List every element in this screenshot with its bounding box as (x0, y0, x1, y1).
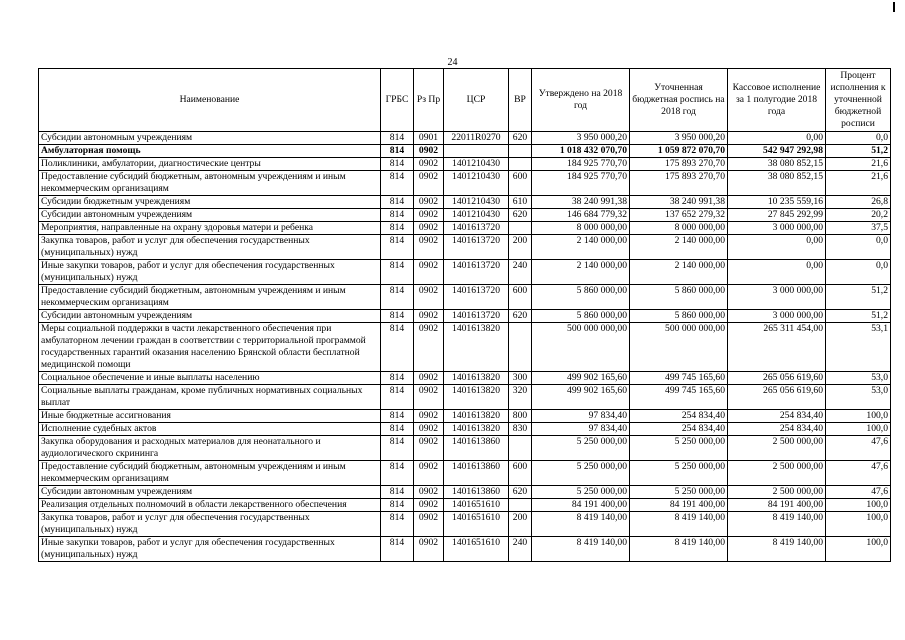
cell-name: Закупка товаров, работ и услуг для обеспечения государственных (муниципальных) нужд (39, 512, 381, 537)
cell-revised: 5 250 000,00 (630, 486, 728, 499)
cell-rzpr: 0902 (414, 372, 444, 385)
header-rzpr: Рз Пр (414, 69, 444, 132)
cell-vr (509, 145, 532, 158)
cell-revised: 5 250 000,00 (630, 461, 728, 486)
cell-csr: 1401613820 (444, 385, 509, 410)
table-row (39, 235, 891, 260)
cell-vr: 620 (509, 209, 532, 222)
header-revised: Уточненная бюджетная роспись на 2018 год (630, 69, 728, 132)
cell-grbs: 814 (381, 196, 414, 209)
cell-percent: 53,0 (826, 372, 891, 385)
table-row (39, 145, 891, 158)
cell-name: Предоставление субсидий бюджетным, автономным учреждениям и иным некоммерческим организациям (39, 171, 381, 196)
cell-name: Реализация отдельных полномочий в области лекарственного обеспечения (39, 499, 381, 512)
cell-grbs: 814 (381, 171, 414, 196)
cell-executed: 265 056 619,60 (728, 372, 826, 385)
table-row (39, 310, 891, 323)
cell-grbs: 814 (381, 260, 414, 285)
header-approved: Утверждено на 2018 год (532, 69, 630, 132)
cell-rzpr: 0902 (414, 537, 444, 562)
cell-executed: 265 311 454,00 (728, 323, 826, 372)
cell-rzpr: 0902 (414, 235, 444, 260)
cell-name: Закупка оборудования и расходных материалов для неонатального и аудиологического скрининга (39, 436, 381, 461)
cell-csr: 1401613860 (444, 436, 509, 461)
cell-executed: 2 500 000,00 (728, 461, 826, 486)
cell-executed: 265 056 619,60 (728, 385, 826, 410)
cell-revised: 137 652 279,32 (630, 209, 728, 222)
cell-grbs: 814 (381, 158, 414, 171)
cell-approved: 499 902 165,60 (532, 372, 630, 385)
cell-csr: 1401613860 (444, 461, 509, 486)
cell-name: Предоставление субсидий бюджетным, автономным учреждениям и иным некоммерческим организациям (39, 461, 381, 486)
table-row (39, 423, 891, 436)
cell-name: Социальные выплаты гражданам, кроме публичных нормативных социальных выплат (39, 385, 381, 410)
cell-executed: 254 834,40 (728, 423, 826, 436)
cell-rzpr: 0902 (414, 158, 444, 171)
cell-revised: 254 834,40 (630, 423, 728, 436)
cell-vr (509, 499, 532, 512)
cell-vr: 200 (509, 512, 532, 537)
cell-approved: 5 250 000,00 (532, 461, 630, 486)
cell-executed: 38 080 852,15 (728, 158, 826, 171)
cell-grbs: 814 (381, 222, 414, 235)
cell-percent: 0,0 (826, 235, 891, 260)
cell-rzpr: 0902 (414, 285, 444, 310)
cell-csr: 1401613820 (444, 372, 509, 385)
cell-grbs: 814 (381, 132, 414, 145)
cell-approved: 184 925 770,70 (532, 158, 630, 171)
cell-grbs: 814 (381, 209, 414, 222)
table-row (39, 323, 891, 372)
cell-vr: 240 (509, 537, 532, 562)
table-row (39, 196, 891, 209)
cell-grbs: 814 (381, 410, 414, 423)
table-row (39, 537, 891, 562)
cell-name: Субсидии автономным учреждениям (39, 486, 381, 499)
cell-vr: 600 (509, 171, 532, 196)
cell-approved: 84 191 400,00 (532, 499, 630, 512)
cell-csr: 1401651610 (444, 512, 509, 537)
header-csr: ЦСР (444, 69, 509, 132)
cell-percent: 51,2 (826, 145, 891, 158)
cell-vr: 300 (509, 372, 532, 385)
cell-revised: 8 000 000,00 (630, 222, 728, 235)
table-row (39, 132, 891, 145)
cell-name: Мероприятия, направленные на охрану здоровья матери и ребенка (39, 222, 381, 235)
header-row (39, 69, 891, 132)
cell-approved: 3 950 000,20 (532, 132, 630, 145)
cell-approved: 97 834,40 (532, 423, 630, 436)
cell-executed: 84 191 400,00 (728, 499, 826, 512)
cell-percent: 0,0 (826, 260, 891, 285)
cell-name: Иные закупки товаров, работ и услуг для обеспечения государственных (муниципальных) нужд (39, 260, 381, 285)
cell-csr: 1401210430 (444, 196, 509, 209)
cell-revised: 499 745 165,60 (630, 372, 728, 385)
cell-grbs: 814 (381, 486, 414, 499)
cell-rzpr: 0902 (414, 222, 444, 235)
cell-executed: 0,00 (728, 235, 826, 260)
cell-csr: 1401613720 (444, 310, 509, 323)
cell-rzpr: 0902 (414, 512, 444, 537)
cell-name: Амбулаторная помощь (39, 145, 381, 158)
cell-vr (509, 158, 532, 171)
cell-rzpr: 0902 (414, 410, 444, 423)
cell-executed: 542 947 292,98 (728, 145, 826, 158)
cell-executed: 10 235 559,16 (728, 196, 826, 209)
cell-revised: 254 834,40 (630, 410, 728, 423)
cell-grbs: 814 (381, 499, 414, 512)
cell-approved: 8 000 000,00 (532, 222, 630, 235)
cell-approved: 500 000 000,00 (532, 323, 630, 372)
cell-rzpr: 0901 (414, 132, 444, 145)
cell-name: Поликлиники, амбулатории, диагностические центры (39, 158, 381, 171)
cell-rzpr: 0902 (414, 436, 444, 461)
cell-name: Субсидии автономным учреждениям (39, 209, 381, 222)
cell-name: Субсидии автономным учреждениям (39, 310, 381, 323)
cell-revised: 175 893 270,70 (630, 158, 728, 171)
cell-executed: 254 834,40 (728, 410, 826, 423)
cell-revised: 175 893 270,70 (630, 171, 728, 196)
cell-rzpr: 0902 (414, 196, 444, 209)
cell-approved: 1 018 432 070,70 (532, 145, 630, 158)
cell-executed: 2 500 000,00 (728, 486, 826, 499)
cell-grbs: 814 (381, 512, 414, 537)
cell-revised: 5 860 000,00 (630, 285, 728, 310)
cell-approved: 5 860 000,00 (532, 285, 630, 310)
cell-rzpr: 0902 (414, 310, 444, 323)
header-vr: ВР (509, 69, 532, 132)
cell-approved: 184 925 770,70 (532, 171, 630, 196)
cell-csr: 1401613720 (444, 222, 509, 235)
cell-percent: 26,8 (826, 196, 891, 209)
cell-revised: 500 000 000,00 (630, 323, 728, 372)
table-row (39, 372, 891, 385)
cell-revised: 84 191 400,00 (630, 499, 728, 512)
cell-csr: 1401613720 (444, 285, 509, 310)
cell-percent: 37,5 (826, 222, 891, 235)
cell-percent: 53,0 (826, 385, 891, 410)
cell-rzpr: 0902 (414, 260, 444, 285)
page-edge-mark (893, 2, 895, 12)
cell-revised: 2 140 000,00 (630, 260, 728, 285)
cell-vr: 320 (509, 385, 532, 410)
cell-csr: 1401613860 (444, 486, 509, 499)
cell-approved: 38 240 991,38 (532, 196, 630, 209)
cell-grbs: 814 (381, 461, 414, 486)
cell-percent: 51,2 (826, 310, 891, 323)
cell-grbs: 814 (381, 537, 414, 562)
cell-executed: 0,00 (728, 260, 826, 285)
cell-executed: 3 000 000,00 (728, 310, 826, 323)
table-row (39, 486, 891, 499)
cell-revised: 1 059 872 070,70 (630, 145, 728, 158)
cell-rzpr: 0902 (414, 323, 444, 372)
cell-approved: 97 834,40 (532, 410, 630, 423)
table-header (39, 69, 891, 132)
table-row (39, 461, 891, 486)
cell-csr: 1401210430 (444, 209, 509, 222)
cell-approved: 2 140 000,00 (532, 260, 630, 285)
cell-revised: 38 240 991,38 (630, 196, 728, 209)
cell-vr: 600 (509, 461, 532, 486)
cell-csr: 1401210430 (444, 158, 509, 171)
cell-revised: 8 419 140,00 (630, 537, 728, 562)
cell-name: Предоставление субсидий бюджетным, автономным учреждениям и иным некоммерческим организациям (39, 285, 381, 310)
cell-percent: 100,0 (826, 537, 891, 562)
cell-revised: 3 950 000,20 (630, 132, 728, 145)
table-body (39, 132, 891, 562)
cell-rzpr: 0902 (414, 461, 444, 486)
cell-revised: 2 140 000,00 (630, 235, 728, 260)
table-row (39, 285, 891, 310)
cell-percent: 0,0 (826, 132, 891, 145)
table-row (39, 385, 891, 410)
cell-vr: 620 (509, 486, 532, 499)
cell-vr (509, 222, 532, 235)
cell-name: Меры социальной поддержки в части лекарственного обеспечения при амбулаторном лечении граждан в соответствии с территориальной программой государственных гарантий оказания населению Брянской области бесплатной медицинской помощи (39, 323, 381, 372)
cell-grbs: 814 (381, 436, 414, 461)
header-grbs: ГРБС (381, 69, 414, 132)
cell-percent: 47,6 (826, 436, 891, 461)
cell-name: Субсидии автономным учреждениям (39, 132, 381, 145)
cell-vr (509, 323, 532, 372)
cell-executed: 8 419 140,00 (728, 537, 826, 562)
cell-csr: 1401613720 (444, 235, 509, 260)
header-percent: Процент исполнения к уточненной бюджетной росписи (826, 69, 891, 132)
cell-executed: 3 000 000,00 (728, 222, 826, 235)
cell-approved: 499 902 165,60 (532, 385, 630, 410)
table-row (39, 260, 891, 285)
cell-approved: 5 250 000,00 (532, 486, 630, 499)
cell-grbs: 814 (381, 323, 414, 372)
cell-revised: 499 745 165,60 (630, 385, 728, 410)
header-executed: Кассовое исполнение за 1 полугодие 2018 года (728, 69, 826, 132)
budget-table (38, 68, 891, 562)
cell-percent: 20,2 (826, 209, 891, 222)
cell-grbs: 814 (381, 145, 414, 158)
cell-csr: 1401651610 (444, 537, 509, 562)
cell-grbs: 814 (381, 372, 414, 385)
cell-vr: 600 (509, 285, 532, 310)
cell-percent: 100,0 (826, 512, 891, 537)
cell-executed: 3 000 000,00 (728, 285, 826, 310)
header-name: Наименование (39, 69, 381, 132)
cell-rzpr: 0902 (414, 385, 444, 410)
cell-grbs: 814 (381, 385, 414, 410)
cell-grbs: 814 (381, 423, 414, 436)
cell-percent: 21,6 (826, 158, 891, 171)
cell-name: Иные закупки товаров, работ и услуг для обеспечения государственных (муниципальных) нужд (39, 537, 381, 562)
cell-executed: 2 500 000,00 (728, 436, 826, 461)
cell-csr: 1401613820 (444, 410, 509, 423)
cell-approved: 8 419 140,00 (532, 512, 630, 537)
cell-vr: 240 (509, 260, 532, 285)
cell-vr: 610 (509, 196, 532, 209)
cell-approved: 8 419 140,00 (532, 537, 630, 562)
page-number: 24 (447, 57, 458, 68)
table-row (39, 222, 891, 235)
cell-name: Исполнение судебных актов (39, 423, 381, 436)
cell-approved: 5 860 000,00 (532, 310, 630, 323)
cell-vr: 830 (509, 423, 532, 436)
table-row (39, 512, 891, 537)
table-row (39, 499, 891, 512)
cell-percent: 100,0 (826, 499, 891, 512)
cell-grbs: 814 (381, 235, 414, 260)
cell-rzpr: 0902 (414, 486, 444, 499)
cell-name: Закупка товаров, работ и услуг для обеспечения государственных (муниципальных) нужд (39, 235, 381, 260)
table-row (39, 410, 891, 423)
cell-csr: 1401210430 (444, 171, 509, 196)
cell-grbs: 814 (381, 285, 414, 310)
cell-vr: 800 (509, 410, 532, 423)
cell-percent: 47,6 (826, 486, 891, 499)
cell-executed: 0,00 (728, 132, 826, 145)
cell-name: Субсидии бюджетным учреждениям (39, 196, 381, 209)
cell-executed: 38 080 852,15 (728, 171, 826, 196)
cell-csr: 1401613820 (444, 323, 509, 372)
cell-percent: 100,0 (826, 423, 891, 436)
cell-csr (444, 145, 509, 158)
cell-vr (509, 436, 532, 461)
cell-executed: 8 419 140,00 (728, 512, 826, 537)
cell-executed: 27 845 292,99 (728, 209, 826, 222)
cell-rzpr: 0902 (414, 145, 444, 158)
table-row (39, 171, 891, 196)
cell-name: Иные бюджетные ассигнования (39, 410, 381, 423)
cell-csr: 1401613820 (444, 423, 509, 436)
cell-percent: 47,6 (826, 461, 891, 486)
cell-vr: 620 (509, 310, 532, 323)
cell-csr: 22011R0270 (444, 132, 509, 145)
cell-grbs: 814 (381, 310, 414, 323)
cell-rzpr: 0902 (414, 499, 444, 512)
cell-revised: 5 860 000,00 (630, 310, 728, 323)
table-row (39, 209, 891, 222)
cell-rzpr: 0902 (414, 423, 444, 436)
cell-percent: 100,0 (826, 410, 891, 423)
cell-csr: 1401651610 (444, 499, 509, 512)
table-row (39, 158, 891, 171)
cell-percent: 21,6 (826, 171, 891, 196)
cell-revised: 8 419 140,00 (630, 512, 728, 537)
table-row (39, 436, 891, 461)
cell-vr: 620 (509, 132, 532, 145)
cell-approved: 2 140 000,00 (532, 235, 630, 260)
cell-approved: 5 250 000,00 (532, 436, 630, 461)
cell-approved: 146 684 779,32 (532, 209, 630, 222)
cell-csr: 1401613720 (444, 260, 509, 285)
cell-rzpr: 0902 (414, 171, 444, 196)
cell-revised: 5 250 000,00 (630, 436, 728, 461)
cell-name: Социальное обеспечение и иные выплаты населению (39, 372, 381, 385)
cell-rzpr: 0902 (414, 209, 444, 222)
cell-vr: 200 (509, 235, 532, 260)
cell-percent: 53,1 (826, 323, 891, 372)
cell-percent: 51,2 (826, 285, 891, 310)
